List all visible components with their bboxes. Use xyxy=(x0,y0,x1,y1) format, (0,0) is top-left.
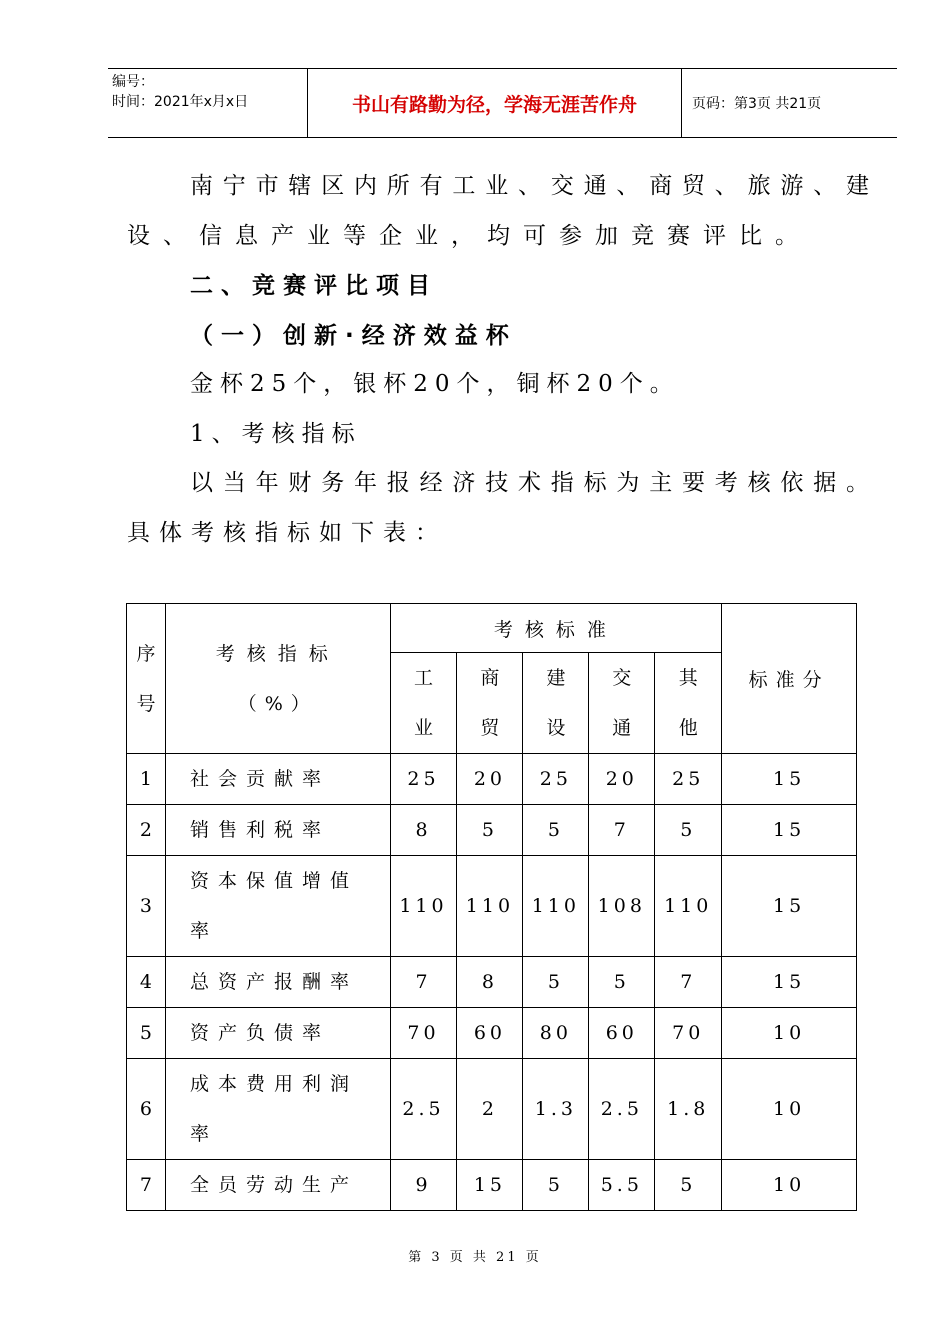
value-transport: 5.5 xyxy=(589,1160,655,1211)
header-indicator: 考核指标 （%） xyxy=(165,604,390,754)
value-construction: 80 xyxy=(523,1008,589,1059)
indicator-name: 总资产报酬率 xyxy=(165,957,390,1008)
value-other: 70 xyxy=(655,1008,722,1059)
standard-score: 10 xyxy=(722,1059,857,1160)
value-other: 25 xyxy=(655,754,722,805)
indicator-name: 资本保值增值 率 xyxy=(165,856,390,957)
value-construction: 110 xyxy=(523,856,589,957)
value-construction: 1.3 xyxy=(523,1059,589,1160)
value-transport: 108 xyxy=(589,856,655,957)
value-transport: 2.5 xyxy=(589,1059,655,1160)
row-number: 7 xyxy=(127,1160,166,1211)
header-score: 标准分 xyxy=(722,604,857,754)
header-col-other: 其 他 xyxy=(655,653,722,754)
value-construction: 5 xyxy=(523,805,589,856)
value-commerce: 110 xyxy=(457,856,523,957)
value-other: 110 xyxy=(655,856,722,957)
indicator-name: 资产负债率 xyxy=(165,1008,390,1059)
header-seq: 序 号 xyxy=(127,604,166,754)
value-industry: 8 xyxy=(390,805,457,856)
value-industry: 110 xyxy=(390,856,457,957)
value-other: 5 xyxy=(655,1160,722,1211)
header-page-info: 页码：第3页 共21页 xyxy=(692,96,822,112)
standard-score: 15 xyxy=(722,805,857,856)
standard-score: 15 xyxy=(722,754,857,805)
indicator-name: 社会贡献率 xyxy=(165,754,390,805)
row-number: 1 xyxy=(127,754,166,805)
table-row xyxy=(127,754,857,805)
value-construction: 5 xyxy=(523,1160,589,1211)
standard-score: 10 xyxy=(722,1160,857,1211)
page-header xyxy=(108,68,897,138)
time-label: 时间：2021年x月x日 xyxy=(112,94,249,110)
page-footer: 第 3 页 共 21 页 xyxy=(408,1250,542,1265)
value-construction: 25 xyxy=(523,754,589,805)
value-transport: 7 xyxy=(589,805,655,856)
awards-text: 金杯25个，银杯20个，铜杯20个。 xyxy=(190,371,680,397)
standard-score: 15 xyxy=(722,957,857,1008)
value-commerce: 15 xyxy=(457,1160,523,1211)
indicator-name: 销售利税率 xyxy=(165,805,390,856)
value-transport: 5 xyxy=(589,957,655,1008)
header-meta xyxy=(108,69,308,137)
paragraph-1-line-2: 设、信息产业等企业，均可参加竞赛评比。 xyxy=(127,223,811,249)
row-number: 5 xyxy=(127,1008,166,1059)
value-commerce: 8 xyxy=(457,957,523,1008)
value-commerce: 20 xyxy=(457,754,523,805)
header-col-industry: 工 业 xyxy=(390,653,457,754)
table-row xyxy=(127,1160,857,1211)
section-heading: 二、竞赛评比项目 xyxy=(190,273,438,299)
row-number: 4 xyxy=(127,957,166,1008)
table-row xyxy=(127,1059,857,1160)
table-row xyxy=(127,1008,857,1059)
value-industry: 70 xyxy=(390,1008,457,1059)
header-motto: 书山有路勤为径，学海无涯苦作舟 xyxy=(308,69,682,137)
paragraph-2-line-2: 具体考核指标如下表： xyxy=(127,520,447,546)
value-commerce: 2 xyxy=(457,1059,523,1160)
table-body xyxy=(127,754,857,1211)
header-col-construction: 建 设 xyxy=(523,653,589,754)
serial-label: 编号： xyxy=(112,74,154,90)
value-other: 5 xyxy=(655,805,722,856)
value-industry: 2.5 xyxy=(390,1059,457,1160)
value-other: 7 xyxy=(655,957,722,1008)
value-transport: 60 xyxy=(589,1008,655,1059)
item-heading: 1、考核指标 xyxy=(190,421,362,447)
value-industry: 25 xyxy=(390,754,457,805)
indicator-table xyxy=(126,603,857,1211)
standard-score: 15 xyxy=(722,856,857,957)
standard-score: 10 xyxy=(722,1008,857,1059)
indicator-name: 成本费用利润 率 xyxy=(165,1059,390,1160)
value-commerce: 60 xyxy=(457,1008,523,1059)
row-number: 2 xyxy=(127,805,166,856)
value-commerce: 5 xyxy=(457,805,523,856)
header-col-commerce: 商 贸 xyxy=(457,653,523,754)
header-col-transport: 交 通 xyxy=(589,653,655,754)
subsection-heading: （一）创新·经济效益杯 xyxy=(190,323,517,349)
paragraph-2-line-1: 以当年财务年报经济技术指标为主要考核依据。 xyxy=(190,470,875,496)
row-number: 3 xyxy=(127,856,166,957)
table-row xyxy=(127,856,857,957)
table-row xyxy=(127,805,857,856)
value-construction: 5 xyxy=(523,957,589,1008)
value-industry: 9 xyxy=(390,1160,457,1211)
row-number: 6 xyxy=(127,1059,166,1160)
value-other: 1.8 xyxy=(655,1059,722,1160)
table-row xyxy=(127,957,857,1008)
value-industry: 7 xyxy=(390,957,457,1008)
header-standard: 考核标准 xyxy=(390,604,722,653)
paragraph-1-line-1: 南宁市辖区内所有工业、交通、商贸、旅游、建 xyxy=(190,173,875,199)
value-transport: 20 xyxy=(589,754,655,805)
indicator-name: 全员劳动生产 xyxy=(165,1160,390,1211)
